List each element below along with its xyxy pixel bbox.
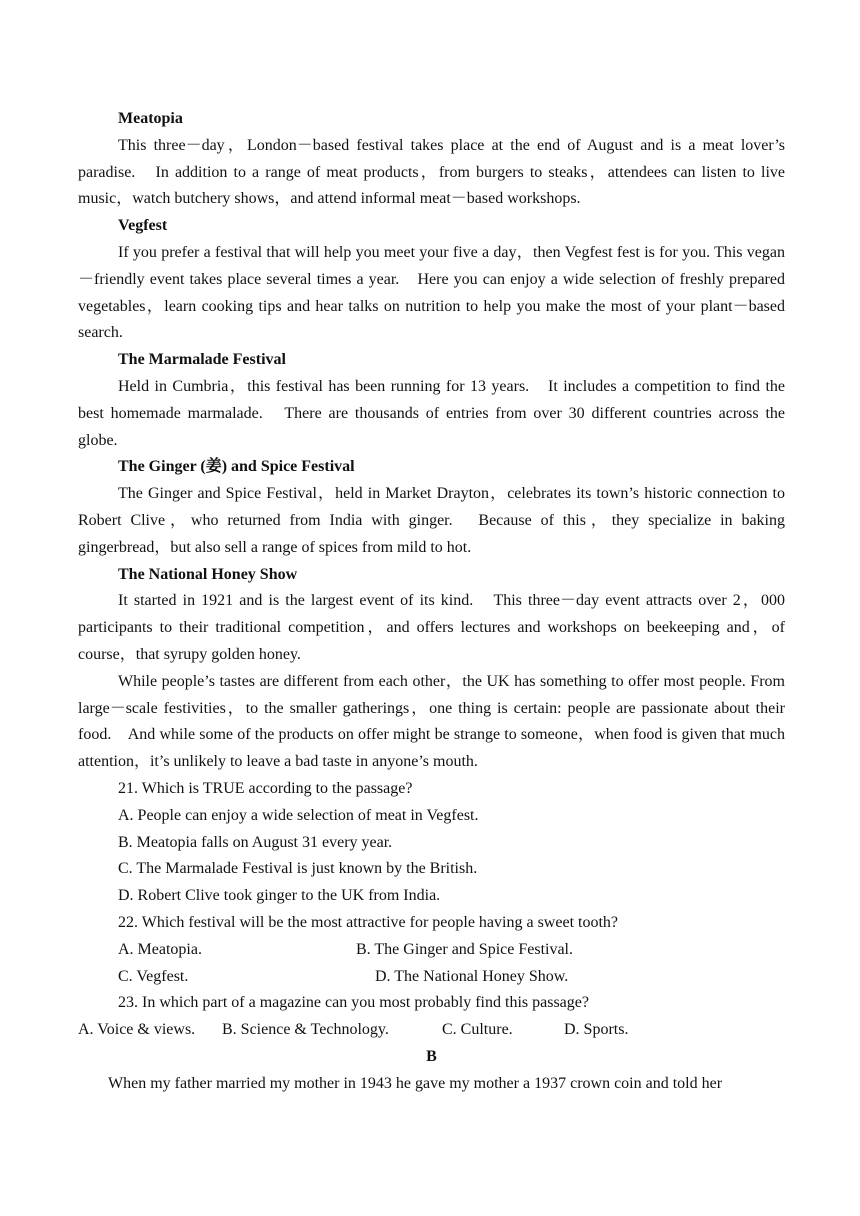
section-title-ginger: The Ginger (姜) and Spice Festival [118, 458, 355, 476]
question-23-options-row [78, 1017, 785, 1044]
question-22-options-row-2 [78, 964, 785, 991]
section-text-meatopia: This three－day，London－based festival takes place at the end of August and is a meat lover’s paradise. In addition to a range of meat products，from burgers to steaks，attendees can listen to live music，watch butchery shows，and attend informal meat－based workshops. [78, 136, 785, 208]
section-title-vegfest: Vegfest [118, 217, 168, 235]
question-22-option-b: B. The Ginger and Spice Festival. [356, 940, 573, 958]
section-text-marmalade: Held in Cumbria，this festival has been running for 13 years. It includes a competition to find the best homemade marmalade. There are thousands of entries from over 30 different countries across the globe. [78, 377, 785, 449]
part-b-first-line: When my father married my mother in 1943 he gave my mother a 1937 crown coin and told her [108, 1074, 723, 1092]
question-22-stem: 22. Which festival will be the most attractive for people having a sweet tooth? [118, 913, 618, 931]
question-21-option-b: B. Meatopia falls on August 31 every year. [118, 833, 393, 851]
question-23-option-c: C. Culture. [442, 1021, 513, 1039]
question-23-option-b: B. Science & Technology. [222, 1021, 389, 1039]
document-page [78, 106, 785, 1097]
question-21-option-c: C. The Marmalade Festival is just known by the British. [118, 860, 478, 878]
question-23-option-d: D. Sports. [564, 1021, 629, 1039]
question-23-option-a: A. Voice & views. [78, 1021, 196, 1039]
question-21-option-d: D. Robert Clive took ginger to the UK from India. [118, 887, 441, 905]
question-21-stem: 21. Which is TRUE according to the passage? [118, 779, 413, 797]
part-b-label: B [426, 1047, 437, 1065]
question-22-options-row-1 [78, 937, 785, 964]
question-21-option-a: A. People can enjoy a wide selection of meat in Vegfest. [118, 806, 479, 824]
question-22-option-d: D. The National Honey Show. [375, 967, 569, 985]
question-23-stem: 23. In which part of a magazine can you most probably find this passage? [118, 994, 589, 1012]
section-title-honey: The National Honey Show [118, 565, 298, 583]
section-title-meatopia: Meatopia [118, 110, 183, 127]
section-text-vegfest: If you prefer a festival that will help you meet your five a day，then Vegfest fest is for you. This vegan－friendly event takes place several times a year. Here you can enjoy a wide selection of freshly prepared vegetables，learn cooking tips and hear talks on nutrition to help you make the most of your plant－based search. [78, 243, 785, 342]
section-text-ginger: The Ginger and Spice Festival，held in Market Drayton，celebrates its town’s historic connection to Robert Clive，who returned from India with ginger. Because of this，they specialize in baking gingerbread，but also sell a range of spices from mild to hot. [78, 485, 785, 556]
section-text-honey: It started in 1921 and is the largest event of its kind. This three－day event attracts over 2，000 participants to their traditional competition，and offers lectures and workshops on beekeeping and，of course，that syrupy golden honey. [78, 592, 786, 663]
question-22-option-c: C. Vegfest. [118, 967, 189, 985]
conclusion-paragraph: While people’s tastes are different from each other，the UK has something to offer most people. From large－scale festivities，to the smaller gatherings，one thing is certain: people are passionate about their food. And while some of the products on offer might be strange to someone，when food is given that much attention，it’s unlikely to leave a bad taste in anyone’s mouth. [78, 672, 786, 771]
question-22-option-a: A. Meatopia. [118, 940, 202, 958]
section-title-marmalade: The Marmalade Festival [118, 351, 286, 369]
